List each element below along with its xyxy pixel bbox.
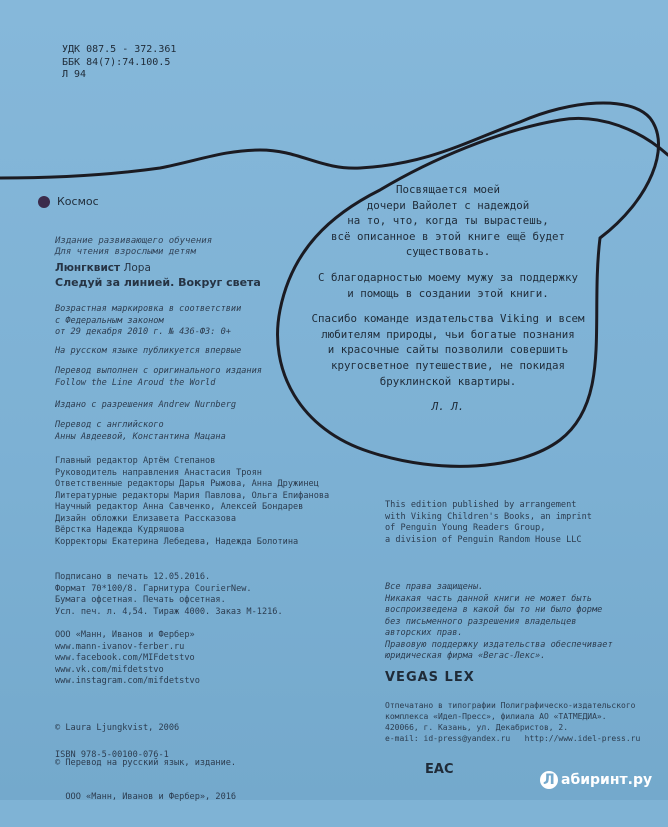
author-first-name: Лора xyxy=(123,262,151,274)
author-name xyxy=(55,262,151,274)
translation-source xyxy=(55,366,262,389)
series-dot-icon xyxy=(38,196,50,208)
dedication-line: Посвящается моей xyxy=(395,183,500,196)
thanks-line: Спасибо команде издательства Viking и всем xyxy=(311,312,585,326)
first-publication: На русском языке публикуется впервые xyxy=(55,346,242,356)
translation-source-line: Перевод выполнен с оригинального издания xyxy=(55,366,262,376)
arrangement-line: a division of Penguin Random House LLC xyxy=(385,534,582,545)
labirint-watermark xyxy=(540,771,652,789)
translators-line: Анны Авдеевой, Константина Мацана xyxy=(55,431,226,442)
signature: Л. Л. xyxy=(431,400,465,414)
age-marking-line: с Федеральным законом xyxy=(55,315,164,326)
printer-line: 420066, г. Казань, ул. Декабристов, 2. xyxy=(385,723,569,732)
labirint-logo-icon: Л xyxy=(540,771,558,789)
bbk-line: ББК 84(7):74.100.5 xyxy=(62,56,171,68)
age-marking xyxy=(55,304,241,339)
credit-line: Вёрстка Надежда Кудряшова xyxy=(55,525,185,535)
rights-line: Правовую поддержку издательства обеспечивает xyxy=(385,639,613,650)
printer-info xyxy=(385,700,640,744)
labirint-watermark-text: абиринт.ру xyxy=(561,772,653,788)
print-info-line: Формат 70*100/8. Гарнитура CourierNew. xyxy=(55,583,252,594)
dedication xyxy=(288,182,608,415)
credit-line: Руководитель направления Анастасия Троян xyxy=(55,467,262,478)
vegas-lex-logo: VEGAS LEX xyxy=(385,670,475,685)
publisher-link[interactable]: www.mann-ivanov-ferber.ru xyxy=(55,641,185,652)
printer-line: Отпечатано в типографии Полиграфическо-издательского xyxy=(385,701,636,710)
edition-type xyxy=(55,236,212,258)
udk-block xyxy=(62,44,176,82)
publisher-link[interactable]: www.facebook.com/MIFdetstvo xyxy=(55,653,195,663)
publisher xyxy=(55,630,200,688)
author-surname: Люнгквист xyxy=(55,262,121,274)
credit-line: Литературные редакторы Мария Павлова, Ольга Епифанова xyxy=(55,490,330,501)
translators xyxy=(55,420,226,443)
age-marking-line: от 29 декабря 2010 г. № 436-ФЗ: 0+ xyxy=(55,327,231,337)
dedication-line: существовать. xyxy=(405,245,491,259)
credit-line: Научный редактор Анна Савченко, Алексей Бондарев xyxy=(55,502,304,512)
copyright-line: ООО «Манн, Иванов и Фербер», 2016 xyxy=(55,792,237,802)
credits xyxy=(55,456,329,548)
dedication-paragraph xyxy=(288,182,608,260)
eac-mark: ЕАС xyxy=(425,762,454,777)
thanks-line: любителям природы, чьи богатые познания xyxy=(321,327,575,341)
copyright-line: © Перевод на русский язык, издание. xyxy=(55,757,237,768)
rights-line: Никакая часть данной книги не может быть xyxy=(385,593,592,604)
arrangement-line: This edition published by arrangement xyxy=(385,500,577,510)
credit-line: Ответственные редакторы Дарья Рыжова, Анна Дружинец xyxy=(55,479,319,489)
copyright xyxy=(55,700,236,827)
rights-line: юридическая фирма «Вегас-Лекс». xyxy=(385,651,546,661)
rights xyxy=(385,582,613,663)
permission: Издано с разрешения Andrew Nurnberg xyxy=(55,400,237,410)
credit-line: Корректоры Екатерина Лебедева, Надежда Болотина xyxy=(55,536,299,547)
publisher-name: ООО «Манн, Иванов и Фербер» xyxy=(55,630,195,640)
arrangement-line: of Penguin Young Readers Group, xyxy=(385,523,546,533)
book-title: Следуй за линией. Вокруг света xyxy=(55,276,261,289)
copyright-line: © Laura Ljungkvist, 2006 xyxy=(55,723,180,733)
author-sign: Л 94 xyxy=(62,69,87,80)
rights-line: воспроизведена в какой бы то ни было форме xyxy=(385,605,603,615)
thanks-line: и красочные сайты позволили совершить xyxy=(327,343,569,357)
publisher-link[interactable]: www.instagram.com/mifdetstvo xyxy=(55,676,200,686)
udk-line: УДК 087.5 - 372.361 xyxy=(62,44,177,55)
edition-type-line: Издание развивающего обучения xyxy=(55,236,213,246)
thanks-paragraph xyxy=(288,311,608,389)
dedication-line: дочери Вайолет с надеждой xyxy=(366,198,530,212)
age-marking-line: Возрастная маркировка в соответствии xyxy=(55,304,242,314)
print-info-line: Бумага офсетная. Печать офсетная. xyxy=(55,595,226,605)
rights-line: авторских прав. xyxy=(385,628,463,638)
arrangement-line: with Viking Children's Books, an imprint xyxy=(385,511,592,522)
thanks-line: бруклинской квартиры. xyxy=(379,374,517,388)
printer-contacts[interactable]: e-mail: id-press@yandex.ru http://www.idel-press.ru xyxy=(385,734,641,743)
print-info-line: Подписано в печать 12.05.2016. xyxy=(55,572,211,582)
dedication-line: на то, что, когда ты вырастешь, xyxy=(347,214,549,228)
series-badge xyxy=(38,195,99,208)
edition-type-line: Для чтения взрослыми детям xyxy=(55,247,196,257)
translation-source-line: Follow the Line Aroud the World xyxy=(55,377,216,388)
rights-line: Все права защищены. xyxy=(385,582,484,592)
translators-line: Перевод с английского xyxy=(55,420,164,430)
credit-line: Дизайн обложки Елизавета Рассказова xyxy=(55,513,237,524)
dedication-line: всё описанное в этой книге ещё будет xyxy=(330,229,565,243)
arrangement xyxy=(385,500,592,546)
credit-line: Главный редактор Артём Степанов xyxy=(55,456,216,466)
print-info-line: Усл. печ. л. 4,54. Тираж 4000. Заказ М-1216. xyxy=(55,606,283,617)
thanks-line: и помощь в создании этой книги. xyxy=(347,286,549,300)
thanks-line: С благодарностью моему мужу за поддержку xyxy=(317,270,578,284)
series-label: Космос xyxy=(57,195,99,208)
rights-line: без письменного разрешения владельцев xyxy=(385,616,577,627)
printer-line: комплекса «Идел-Пресс», филиала АО «ТАТМЕДИА». xyxy=(385,712,607,721)
thanks-paragraph xyxy=(288,270,608,301)
isbn: ISBN 978-5-00100-076-1 xyxy=(55,750,169,760)
print-info xyxy=(55,572,283,618)
thanks-line: кругосветное путешествие, не покидая xyxy=(330,358,565,372)
publisher-link[interactable]: www.vk.com/mifdetstvo xyxy=(55,664,164,675)
